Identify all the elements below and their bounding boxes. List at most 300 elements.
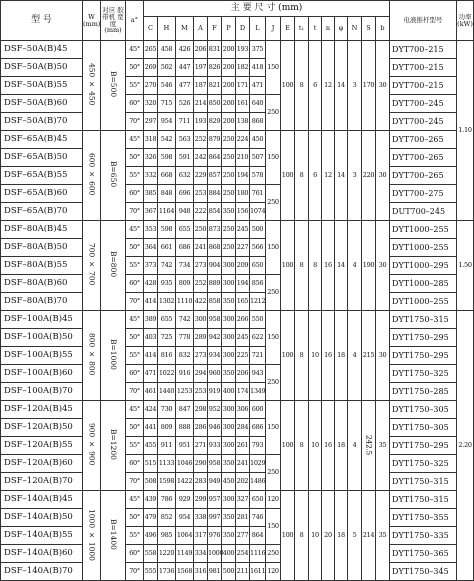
- belt-value: B=500: [108, 71, 118, 98]
- dim-F-cell: 864: [208, 149, 222, 167]
- dim-A-cell: 187: [194, 77, 208, 95]
- angle-cell: 60°: [126, 455, 144, 473]
- dim-E-cell: 100: [281, 221, 295, 311]
- dim-A-cell: 252: [194, 131, 208, 149]
- angle-cell: 70°: [126, 203, 144, 221]
- dim-H-cell: 1440: [158, 383, 176, 401]
- dim-A-cell: 286: [194, 419, 208, 437]
- dim-t-cell: 6: [309, 131, 322, 221]
- dim-A-cell: 253: [194, 383, 208, 401]
- table-row: [1, 95, 474, 113]
- model-cell: DSF–80A(B)45: [1, 221, 83, 239]
- dim-M-cell: 1110: [176, 293, 194, 311]
- table-row: [1, 149, 474, 167]
- dim-D-cell: 180: [236, 185, 250, 203]
- dim-C-cell: 318: [144, 131, 158, 149]
- header-dim-2: M: [176, 17, 194, 41]
- dim-M-cell: 916: [176, 365, 194, 383]
- dim-D-cell: 281: [236, 509, 250, 527]
- dim-t1-cell: 8: [295, 401, 309, 491]
- table-row: [1, 311, 474, 329]
- dim-M-cell: 954: [176, 509, 194, 527]
- table-row: [1, 509, 474, 527]
- dim-M-cell: 734: [176, 257, 194, 275]
- dim-P-cell: 200: [222, 59, 236, 77]
- dim-D-cell: 193: [236, 41, 250, 59]
- dim-F-cell: 949: [208, 473, 222, 491]
- power-cell: 1.10: [457, 41, 474, 221]
- table-row: [1, 401, 474, 419]
- table-row: [1, 527, 474, 545]
- dim-H-cell: 1736: [158, 563, 176, 581]
- dim-L-cell: 746: [250, 509, 266, 527]
- dim-P-cell: 300: [222, 329, 236, 347]
- model-cell: DSF–120A(B)70: [1, 473, 83, 491]
- dim-A-cell: 273: [194, 347, 208, 365]
- angle-cell: 70°: [126, 563, 144, 581]
- dim-M-cell: 809: [176, 275, 194, 293]
- angle-cell: 55°: [126, 167, 144, 185]
- header-dim-7: L: [250, 17, 266, 41]
- dim-L-cell: 793: [250, 437, 266, 455]
- dim-n-cell: 16: [322, 401, 335, 491]
- header-dim-3: A: [194, 17, 208, 41]
- dim-b-cell: 30: [376, 311, 390, 401]
- dim-L-cell: 640: [250, 95, 266, 113]
- dim-C-cell: 269: [144, 59, 158, 77]
- s-value: 242.5: [364, 434, 374, 455]
- dim-F-cell: 884: [208, 185, 222, 203]
- dim-H-cell: 598: [158, 221, 176, 239]
- dim-M-cell: 632: [176, 167, 194, 185]
- dim-b-cell: 30: [376, 131, 390, 221]
- dim-L-cell: 1611: [250, 563, 266, 581]
- dim-A-cell: 317: [194, 527, 208, 545]
- model-cell: DSF–100A(B)60: [1, 365, 83, 383]
- dim-A-cell: 334: [194, 545, 208, 563]
- dim-M-cell: 951: [176, 437, 194, 455]
- dim-A-cell: 252: [194, 275, 208, 293]
- dim-P-cell: 300: [222, 419, 236, 437]
- dim-phi-cell: 18: [335, 491, 348, 581]
- dim-C-cell: 441: [144, 419, 158, 437]
- dim-C-cell: 479: [144, 509, 158, 527]
- dim-F-cell: 904: [208, 257, 222, 275]
- dim-L-cell: 418: [250, 59, 266, 77]
- dim-P-cell: 400: [222, 545, 236, 563]
- drive-model-cell: DYT1750–335: [390, 527, 457, 545]
- dim-P-cell: 250: [222, 167, 236, 185]
- model-cell: DSF–65A(B)50: [1, 149, 83, 167]
- angle-cell: 45°: [126, 311, 144, 329]
- dim-L-cell: 864: [250, 527, 266, 545]
- dim-S-cell: 214: [362, 491, 376, 581]
- w-cell: [83, 311, 101, 401]
- drive-model-cell: DYT1000–255: [390, 221, 457, 239]
- drive-model-cell: DYT1750–295: [390, 347, 457, 365]
- dim-A-cell: 253: [194, 185, 208, 203]
- dim-F-cell: 831: [208, 41, 222, 59]
- dim-N-cell: 4: [348, 311, 362, 401]
- dim-P-cell: 350: [222, 509, 236, 527]
- dim-A-cell: 298: [194, 401, 208, 419]
- table-row: [1, 293, 474, 311]
- dim-L-cell: 1116: [250, 545, 266, 563]
- model-cell: DSF–140A(B)60: [1, 545, 83, 563]
- model-cell: DSF–65A(B)70: [1, 203, 83, 221]
- dim-N-cell: 3: [348, 41, 362, 131]
- header-angle: a°: [126, 1, 144, 41]
- drive-model-cell: DYT700–265: [390, 131, 457, 149]
- angle-cell: 45°: [126, 131, 144, 149]
- dim-C-cell: 297: [144, 113, 158, 131]
- w-value: 600 × 600: [87, 153, 97, 196]
- dim-H-cell: 725: [158, 329, 176, 347]
- j-cell: 150: [266, 131, 281, 185]
- dim-A-cell: 241: [194, 239, 208, 257]
- dim-L-cell: 578: [250, 167, 266, 185]
- angle-cell: 45°: [126, 221, 144, 239]
- angle-cell: 50°: [126, 239, 144, 257]
- drive-model-cell: DYT700–215: [390, 59, 457, 77]
- model-cell: DSF–65A(B)45: [1, 131, 83, 149]
- dim-M-cell: 477: [176, 77, 194, 95]
- angle-cell: 45°: [126, 491, 144, 509]
- header-dim-11: t: [309, 17, 322, 41]
- belt-value: B=1400: [108, 519, 118, 550]
- dim-D-cell: 327: [236, 491, 250, 509]
- j-cell: 150: [266, 221, 281, 275]
- model-cell: DSF–65A(B)55: [1, 167, 83, 185]
- dim-C-cell: 428: [144, 275, 158, 293]
- dim-F-cell: 958: [208, 311, 222, 329]
- dim-C-cell: 439: [144, 491, 158, 509]
- j-cell: 250: [266, 95, 281, 131]
- table-row: [1, 203, 474, 221]
- dim-F-cell: 958: [208, 455, 222, 473]
- angle-cell: 50°: [126, 509, 144, 527]
- dim-D-cell: 194: [236, 167, 250, 185]
- dim-F-cell: 868: [208, 239, 222, 257]
- dim-M-cell: 447: [176, 59, 194, 77]
- dim-A-cell: 250: [194, 221, 208, 239]
- dim-C-cell: 326: [144, 149, 158, 167]
- dim-D-cell: 306: [236, 401, 250, 419]
- drive-model-cell: DYT1000–255: [390, 239, 457, 257]
- dim-F-cell: 857: [208, 167, 222, 185]
- angle-cell: 70°: [126, 383, 144, 401]
- dim-C-cell: 515: [144, 455, 158, 473]
- dim-F-cell: 889: [208, 275, 222, 293]
- j-cell: 150: [266, 401, 281, 455]
- dim-M-cell: 948: [176, 203, 194, 221]
- dim-M-cell: 778: [176, 329, 194, 347]
- dim-C-cell: 455: [144, 437, 158, 455]
- dim-L-cell: 622: [250, 329, 266, 347]
- dim-b-cell: 35: [376, 401, 390, 491]
- dim-L-cell: 686: [250, 419, 266, 437]
- dim-C-cell: 270: [144, 77, 158, 95]
- table-header: [1, 1, 474, 41]
- dim-L-cell: 650: [250, 491, 266, 509]
- j-cell: 250: [266, 455, 281, 491]
- w-value: 700 × 700: [87, 243, 97, 286]
- w-cell: [83, 41, 101, 131]
- dim-H-cell: 661: [158, 239, 176, 257]
- dim-H-cell: 1598: [158, 473, 176, 491]
- dim-P-cell: 400: [222, 383, 236, 401]
- header-belt-width: 对应 胶带机 宽度 (mm): [101, 1, 126, 41]
- dim-F-cell: 934: [208, 347, 222, 365]
- dim-M-cell: 655: [176, 221, 194, 239]
- dim-D-cell: 202: [236, 473, 250, 491]
- dim-F-cell: 858: [208, 293, 222, 311]
- model-cell: DSF–120A(B)50: [1, 419, 83, 437]
- model-cell: DSF–120A(B)55: [1, 437, 83, 455]
- dim-C-cell: 471: [144, 365, 158, 383]
- dim-A-cell: 229: [194, 167, 208, 185]
- dim-P-cell: 200: [222, 113, 236, 131]
- dim-n-cell: 12: [322, 41, 335, 131]
- dim-C-cell: 403: [144, 329, 158, 347]
- dim-D-cell: 209: [236, 257, 250, 275]
- dim-F-cell: 946: [208, 419, 222, 437]
- dim-F-cell: 997: [208, 509, 222, 527]
- dim-n-cell: 16: [322, 311, 335, 401]
- dim-L-cell: 1212: [250, 293, 266, 311]
- dim-A-cell: 273: [194, 257, 208, 275]
- dim-P-cell: 250: [222, 239, 236, 257]
- dim-D-cell: 224: [236, 131, 250, 149]
- table-row: [1, 113, 474, 131]
- header-dim-4: F: [208, 17, 222, 41]
- drive-model-cell: DYT700–275: [390, 185, 457, 203]
- table-row: [1, 437, 474, 455]
- drive-model-cell: DYT1750–285: [390, 383, 457, 401]
- angle-cell: 55°: [126, 437, 144, 455]
- dim-M-cell: 742: [176, 311, 194, 329]
- angle-cell: 60°: [126, 365, 144, 383]
- dim-t-cell: 6: [309, 41, 322, 131]
- dim-P-cell: 300: [222, 347, 236, 365]
- dim-A-cell: 299: [194, 491, 208, 509]
- angle-cell: 70°: [126, 293, 144, 311]
- dim-C-cell: 265: [144, 41, 158, 59]
- dim-D-cell: 277: [236, 527, 250, 545]
- dim-D-cell: 206: [236, 365, 250, 383]
- table-row: [1, 563, 474, 581]
- dim-S-cell: 190: [362, 221, 376, 311]
- dim-D-cell: 171: [236, 77, 250, 95]
- dim-D-cell: 211: [236, 563, 250, 581]
- dim-L-cell: 943: [250, 365, 266, 383]
- header-dim-8: J: [266, 17, 281, 41]
- j-cell: 150: [266, 41, 281, 95]
- power-cell: 2.20: [457, 311, 474, 581]
- dim-F-cell: 821: [208, 77, 222, 95]
- dim-L-cell: 550: [250, 311, 266, 329]
- dim-E-cell: 100: [281, 131, 295, 221]
- dim-P-cell: 250: [222, 221, 236, 239]
- dim-P-cell: 200: [222, 77, 236, 95]
- dim-A-cell: 193: [194, 113, 208, 131]
- dim-P-cell: 350: [222, 527, 236, 545]
- dim-F-cell: 981: [208, 563, 222, 581]
- model-cell: DSF–80A(B)50: [1, 239, 83, 257]
- dim-t1-cell: 8: [295, 131, 309, 221]
- dim-t1-cell: 8: [295, 311, 309, 401]
- dim-D-cell: 266: [236, 311, 250, 329]
- dim-P-cell: 350: [222, 293, 236, 311]
- header-dim-13: φ: [335, 17, 348, 41]
- dim-C-cell: 364: [144, 239, 158, 257]
- dim-S-cell: 220: [362, 131, 376, 221]
- belt-cell: [101, 401, 126, 491]
- drive-model-cell: DUT700–245: [390, 203, 457, 221]
- drive-model-cell: DYT1750–345: [390, 563, 457, 581]
- drive-model-cell: DYT700–265: [390, 149, 457, 167]
- angle-cell: 50°: [126, 329, 144, 347]
- dim-F-cell: 957: [208, 491, 222, 509]
- dim-H-cell: 935: [158, 275, 176, 293]
- drive-model-cell: DYT700–245: [390, 113, 457, 131]
- belt-value: B=650: [108, 161, 118, 188]
- dim-D-cell: 174: [236, 383, 250, 401]
- dim-F-cell: 933: [208, 437, 222, 455]
- dim-A-cell: 289: [194, 329, 208, 347]
- table-body: [1, 41, 474, 581]
- model-cell: DSF–100A(B)70: [1, 383, 83, 401]
- table-row: [1, 365, 474, 383]
- dim-D-cell: 182: [236, 59, 250, 77]
- dim-P-cell: 300: [222, 311, 236, 329]
- dim-M-cell: 1568: [176, 563, 194, 581]
- dim-E-cell: 100: [281, 401, 295, 491]
- drive-model-cell: DYT1750–315: [390, 311, 457, 329]
- dim-phi-cell: 18: [335, 311, 348, 401]
- dim-A-cell: 283: [194, 473, 208, 491]
- dim-H-cell: 852: [158, 509, 176, 527]
- dim-t1-cell: 8: [295, 41, 309, 131]
- dim-M-cell: 686: [176, 239, 194, 257]
- dim-A-cell: 222: [194, 203, 208, 221]
- dim-M-cell: 1422: [176, 473, 194, 491]
- model-cell: DSF–120A(B)60: [1, 455, 83, 473]
- dim-P-cell: 350: [222, 455, 236, 473]
- dim-N-cell: 3: [348, 131, 362, 221]
- dim-b-cell: 35: [376, 491, 390, 581]
- dim-A-cell: 206: [194, 41, 208, 59]
- dim-D-cell: 245: [236, 221, 250, 239]
- w-value: 450 × 450: [87, 63, 97, 106]
- dim-H-cell: 546: [158, 77, 176, 95]
- dim-M-cell: 696: [176, 185, 194, 203]
- table-row: [1, 383, 474, 401]
- dim-C-cell: 414: [144, 293, 158, 311]
- dim-L-cell: 507: [250, 149, 266, 167]
- angle-cell: 60°: [126, 275, 144, 293]
- dim-M-cell: 1046: [176, 455, 194, 473]
- dim-L-cell: 1349: [250, 383, 266, 401]
- drive-model-cell: DYT1750–355: [390, 509, 457, 527]
- table-row: [1, 347, 474, 365]
- angle-cell: 55°: [126, 347, 144, 365]
- dim-F-cell: 873: [208, 221, 222, 239]
- drive-model-cell: DYT700–215: [390, 77, 457, 95]
- dim-H-cell: 954: [158, 113, 176, 131]
- dim-H-cell: 715: [158, 95, 176, 113]
- j-cell: 150: [266, 509, 281, 545]
- model-cell: DSF–140A(B)50: [1, 509, 83, 527]
- dim-F-cell: 960: [208, 365, 222, 383]
- table-row: [1, 419, 474, 437]
- dim-H-cell: 1133: [158, 455, 176, 473]
- dim-P-cell: 300: [222, 401, 236, 419]
- header-drive: 电液推杆型号: [390, 1, 457, 41]
- dim-t-cell: 10: [309, 311, 322, 401]
- dim-L-cell: 856: [250, 275, 266, 293]
- j-cell: 250: [266, 545, 281, 563]
- dim-F-cell: 952: [208, 401, 222, 419]
- belt-cell: [101, 131, 126, 221]
- angle-cell: 60°: [126, 545, 144, 563]
- dim-b-cell: 30: [376, 221, 390, 311]
- dim-P-cell: 300: [222, 257, 236, 275]
- dim-E-cell: 100: [281, 311, 295, 401]
- dim-b-cell: 30: [376, 41, 390, 131]
- dim-D-cell: 194: [236, 275, 250, 293]
- model-cell: DSF–50A(B)50: [1, 59, 83, 77]
- angle-cell: 55°: [126, 527, 144, 545]
- dim-H-cell: 1220: [158, 545, 176, 563]
- dim-F-cell: 829: [208, 113, 222, 131]
- header-main-dims: 主 要 尺 寸 (mm): [144, 1, 390, 17]
- drive-model-cell: DYT700–215: [390, 41, 457, 59]
- dim-C-cell: 320: [144, 95, 158, 113]
- dim-P-cell: 200: [222, 95, 236, 113]
- dim-S-cell: 170: [362, 41, 376, 131]
- drive-model-cell: DYT1750–295: [390, 437, 457, 455]
- angle-cell: 50°: [126, 419, 144, 437]
- drive-model-cell: DYT1750–305: [390, 401, 457, 419]
- dim-L-cell: 721: [250, 347, 266, 365]
- drive-model-cell: DYT700–265: [390, 167, 457, 185]
- dim-M-cell: 1149: [176, 545, 194, 563]
- model-cell: DSF–50A(B)60: [1, 95, 83, 113]
- drive-model-cell: DYT1750–325: [390, 365, 457, 383]
- dim-M-cell: 526: [176, 95, 194, 113]
- dim-A-cell: 197: [194, 59, 208, 77]
- angle-cell: 45°: [126, 401, 144, 419]
- dim-D-cell: 165: [236, 293, 250, 311]
- dim-M-cell: 888: [176, 419, 194, 437]
- table-row: [1, 41, 474, 59]
- dim-phi-cell: 14: [335, 41, 348, 131]
- belt-value: B=1000: [108, 339, 118, 370]
- model-cell: DSF–65A(B)60: [1, 185, 83, 203]
- dim-C-cell: 367: [144, 203, 158, 221]
- model-cell: DSF–50A(B)45: [1, 41, 83, 59]
- dim-L-cell: 500: [250, 221, 266, 239]
- dim-L-cell: 1486: [250, 473, 266, 491]
- drive-model-cell: DYT1750–295: [390, 329, 457, 347]
- dim-L-cell: 761: [250, 185, 266, 203]
- table-row: [1, 59, 474, 77]
- model-cell: DSF–80A(B)55: [1, 257, 83, 275]
- dim-A-cell: 242: [194, 149, 208, 167]
- header-power: 功率 (kW): [457, 1, 474, 41]
- table-row: [1, 329, 474, 347]
